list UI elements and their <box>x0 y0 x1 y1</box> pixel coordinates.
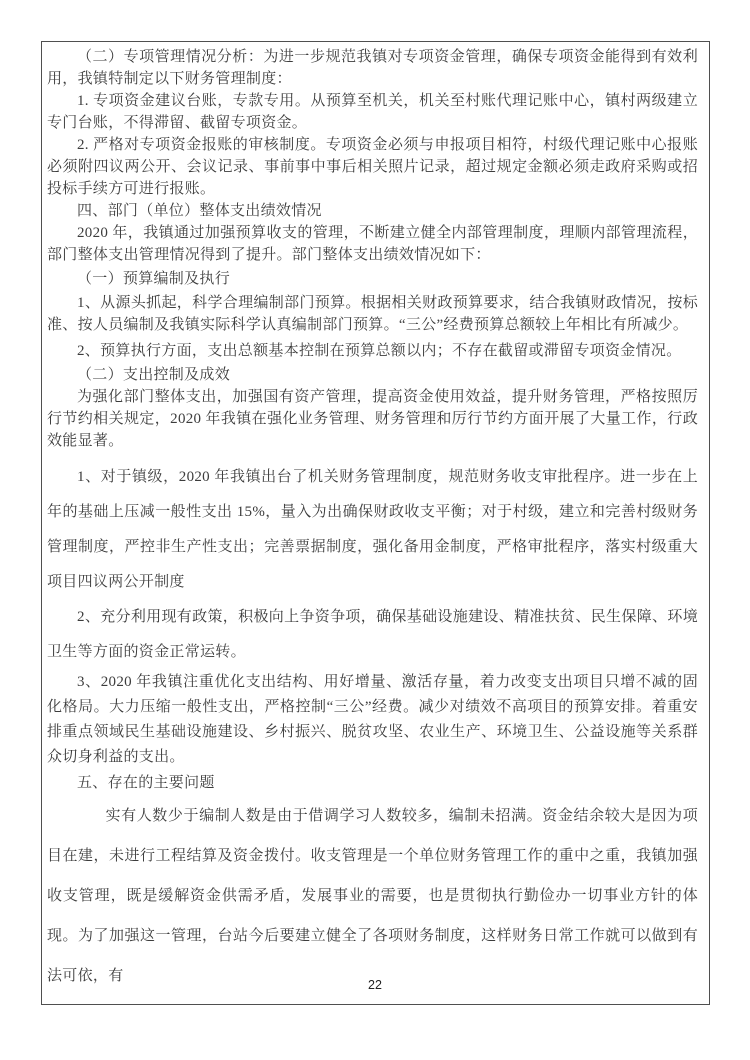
subsection-heading-expenditure-control: （二）支出控制及成效 <box>77 367 231 383</box>
paragraph-town-level-measures: 1、对于镇级，2020 年我镇出台了机关财务管理制度，规范财务收支审批程序。进一步在上年的基础上压减一般性支出 15%，量入为出确保财政收支平衡；对于村级，建立和完善村级财务管理制度，严控非生产性支出；完善票据制度，强化备用金制度，严格审批程序，落实村级重大项目四议两公开制度 <box>47 469 698 590</box>
paragraph-expenditure-control-intro: 为强化部门整体支出，加强国有资产管理，提高资金使用效益，提升财务管理，严格按照厉行节约相关规定，2020 年我镇在强化业务管理、财务管理和厉行节约方面开展了大量工作，行政效能显著。 <box>47 389 698 449</box>
paragraph-special-fund-analysis: （二）专项管理情况分析：为进一步规范我镇对专项资金管理，确保专项资金能得到有效利用，我镇特制定以下财务管理制度： <box>47 49 698 87</box>
paragraph-fund-ledger-rule: 1. 专项资金建议台账，专款专用。从预算至机关，机关至村账代理记账中心，镇村两级建立专门台账，不得滞留、截留专项资金。 <box>47 93 698 131</box>
section-heading-overall-expenditure: 四、部门（单位）整体支出绩效情况 <box>77 203 322 219</box>
page-number: 22 <box>368 978 382 992</box>
paragraph-budget-execution-2: 2、预算执行方面，支出总额基本控制在预算总额以内；不存在截留或滞留专项资金情况。 <box>77 343 682 359</box>
paragraph-structure-optimization: 3、2020 年我镇注重优化支出结构、用好增量、激活存量，着力改变支出项目只增不减的固化格局。大力压缩一般性支出，严格控制“三公”经费。减少对绩效不高项目的预算安排。着重安排重点领域民生基础设施建设、乡村振兴、脱贫攻坚、农业生产、环境卫生、公益设施等关系群众切身利益的支出。 <box>47 674 698 765</box>
paragraph-budget-preparation-1: 1、从源头抓起，科学合理编制部门预算。根据相关财政预算要求，结合我镇财政情况，按标准、按人员编制及我镇实际科学认真编制部门预算。“三公”经费预算总额较上年相比有所减少。 <box>47 295 698 333</box>
paragraph-fund-audit-rule: 2. 严格对专项资金报账的审核制度。专项资金必须与申报项目相符，村级代理记账中心报账必须附四议两公开、会议记录、事前事中事后相关照片记录，超过规定金额必须走政府采购或招投标手续方可进行报账。 <box>47 137 698 197</box>
report-text-panel <box>41 41 710 1005</box>
paragraph-policy-funding: 2、充分利用现有政策，积极向上争资争项，确保基础设施建设、精准扶贫、民生保障、环境卫生等方面的资金正常运转。 <box>47 609 698 660</box>
paragraph-main-problems-body: 实有人数少于编制人数是由于借调学习人数较多，编制未招满。资金结余较大是因为项目在建，未进行工程结算及资金拨付。收支管理是一个单位财务管理工作的重中之重，我镇加强收支管理，既是缓解资金供需矛盾，发展事业的需要，也是贯彻执行勤俭办一切事业方针的体现。为了加强这一管理，台站今后要建立健全了各项财务制度，这样财务日常工作就可以做到有法可依，有 <box>47 808 698 984</box>
subsection-heading-budget-preparation: （一）预算编制及执行 <box>77 271 231 287</box>
paragraph-overall-intro: 2020 年，我镇通过加强预算收支的管理，不断建立健全内部管理制度，理顺内部管理流程，部门整体支出管理情况得到了提升。部门整体支出绩效情况如下： <box>47 225 698 263</box>
section-heading-main-problems: 五、存在的主要问题 <box>77 775 215 791</box>
